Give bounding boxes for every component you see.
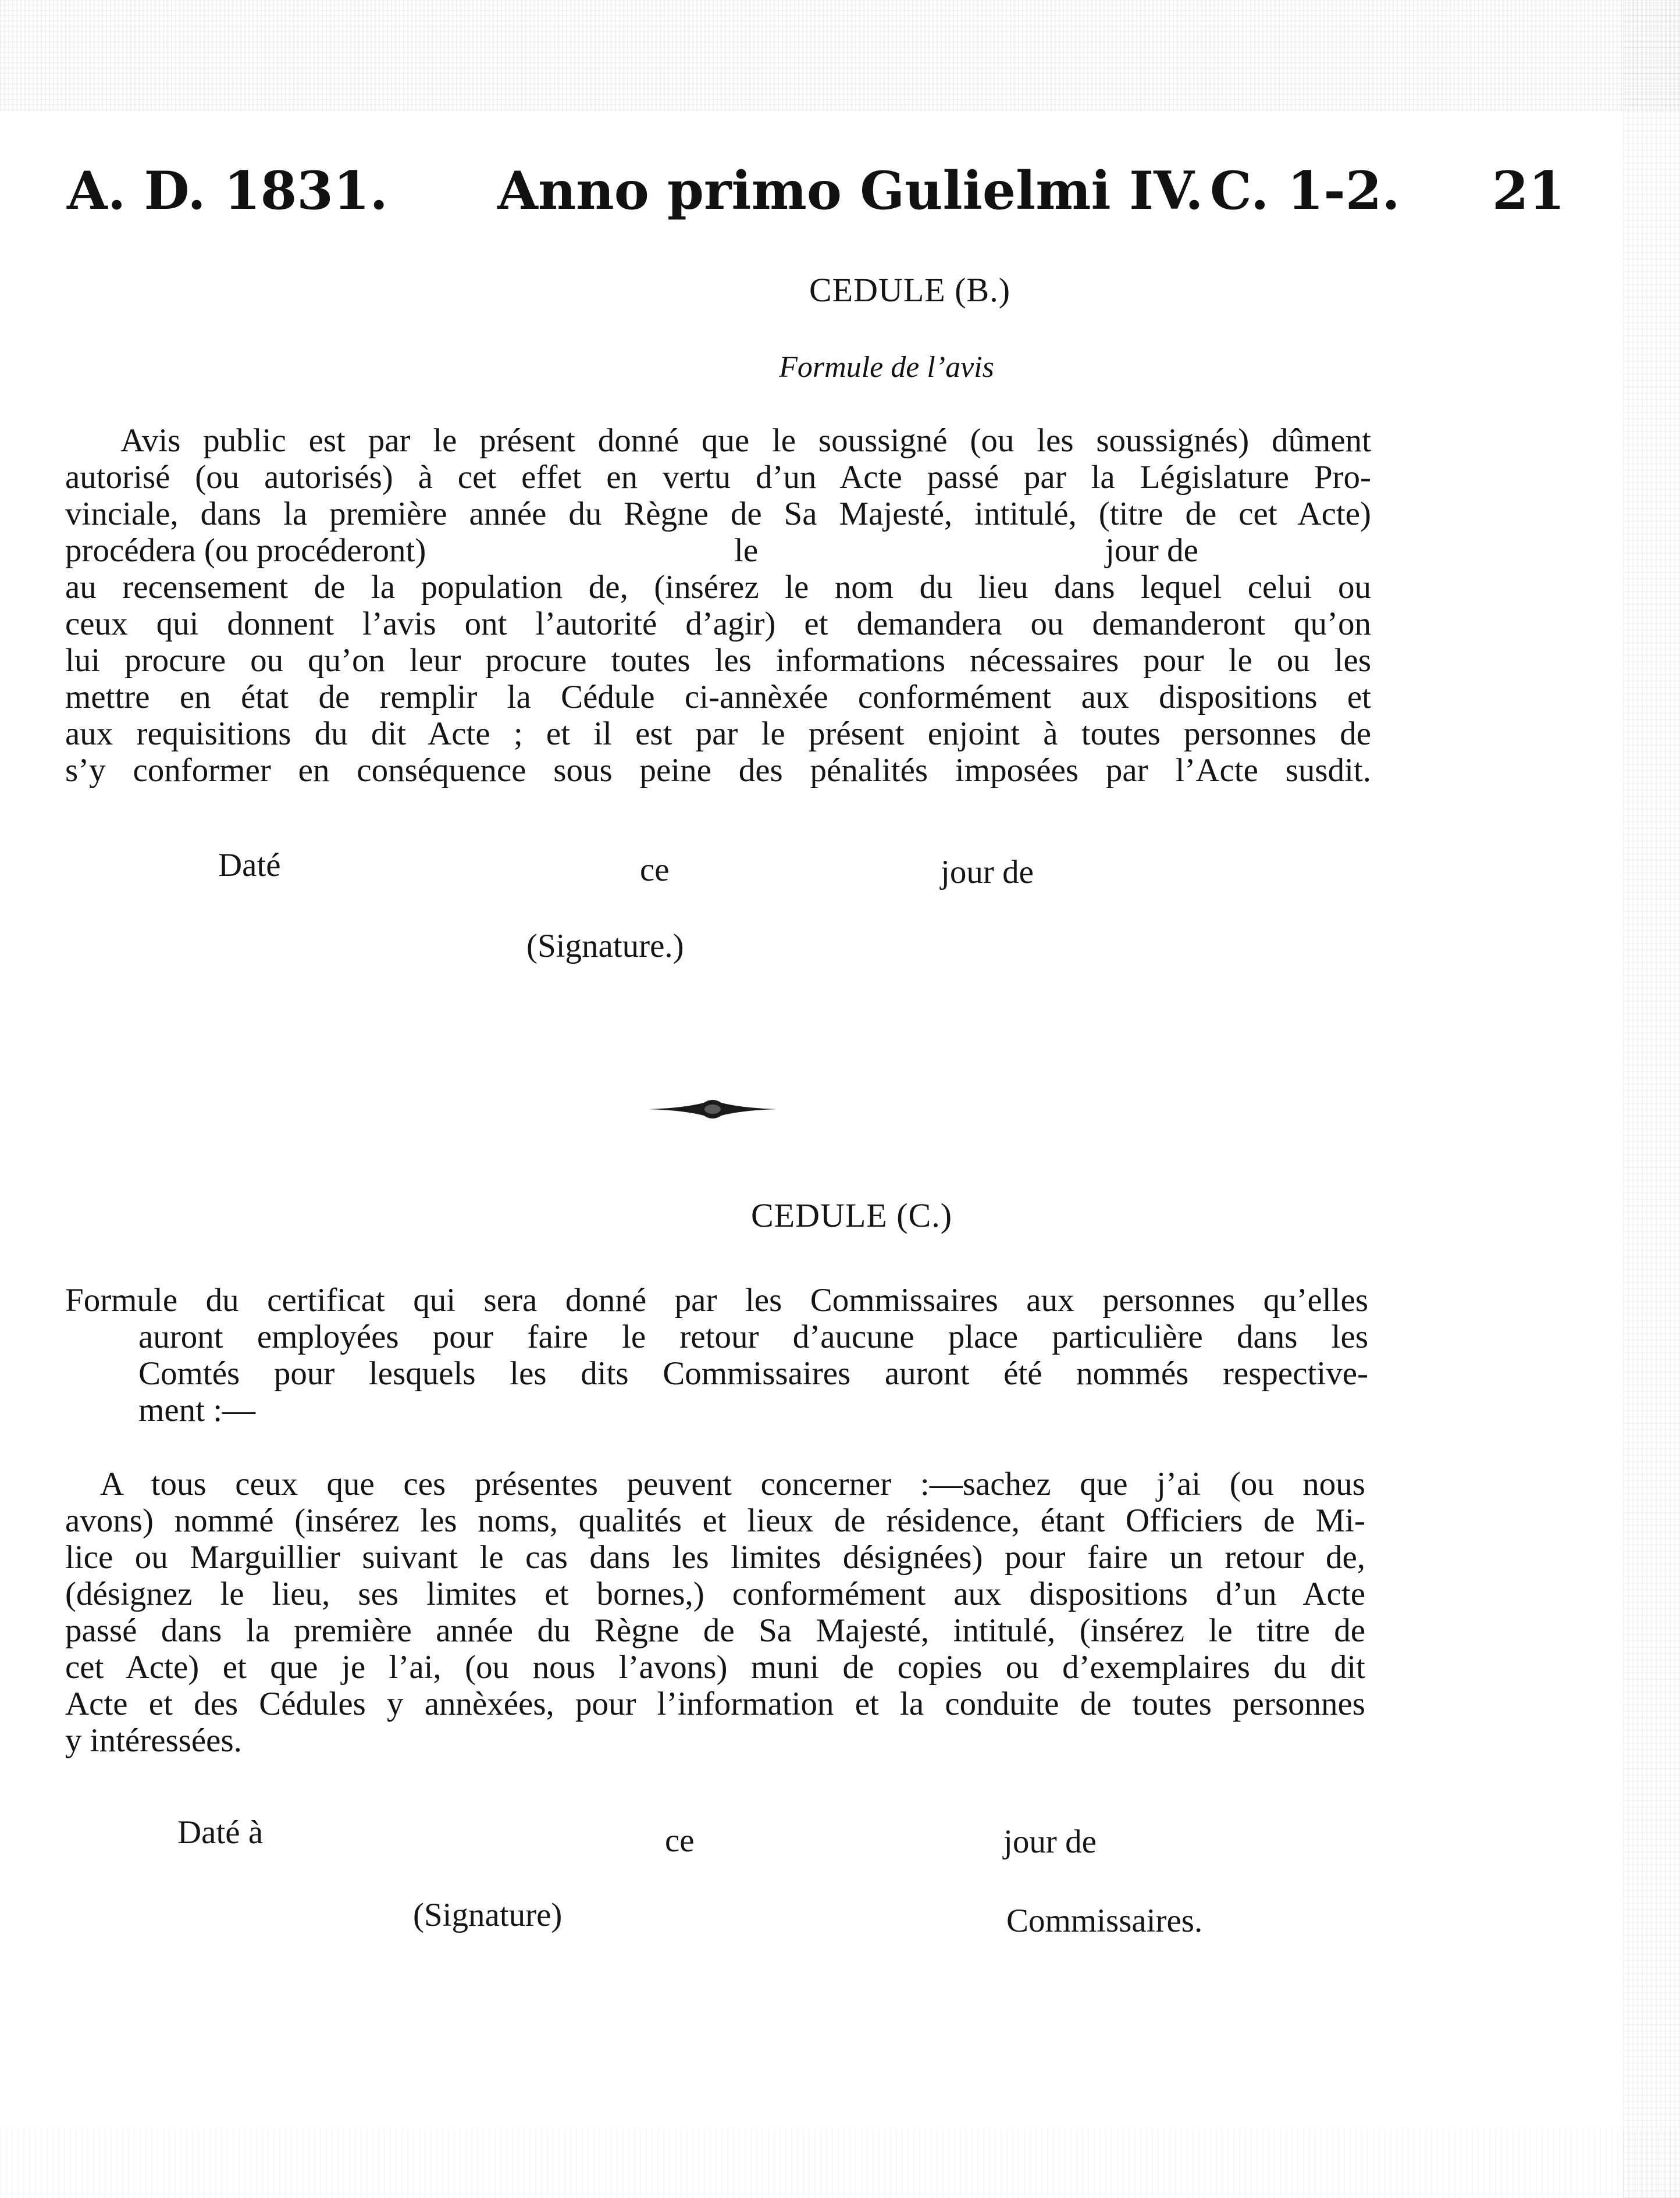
paragraph-line: avons) nommé (insérez les noms, qualités et lieux de résidence, étant Officiers de Mi-	[65, 1502, 1365, 1539]
paragraph-line-blanks	[65, 532, 1371, 569]
paragraph-line: y intéressées.	[65, 1722, 242, 1759]
ornamental-rule-icon	[649, 1089, 777, 1130]
schedule-b-date-label: Daté	[218, 847, 281, 884]
schedule-c-paragraph	[65, 1466, 1365, 1759]
paragraph-line: cet Acte) et que je l’ai, (ou nous l’avons) muni de copies ou d’exemplaires du dit	[65, 1649, 1365, 1686]
scan-noise-bottom	[0, 2129, 1680, 2198]
formula-line: Formule du certificat qui sera donné par les Commissaires aux personnes qu’elles	[65, 1282, 1368, 1319]
formula-line: auront employées pour faire le retour d’aucune place particulière dans les	[138, 1319, 1368, 1355]
schedule-c-ce-label: ce	[665, 1822, 695, 1859]
header-year: A. D. 1831.	[67, 160, 388, 222]
paragraph-line: (désignez le lieu, ses limites et bornes,) conformément aux dispositions d’un Acte	[65, 1576, 1365, 1612]
schedule-c-date-label: Daté à	[177, 1814, 264, 1851]
schedule-b-formula-title: Formule de l’avis	[779, 351, 994, 384]
paragraph-line: Avis public est par le présent donné que le soussigné (ou les soussignés) dûment	[120, 422, 1371, 459]
paragraph-line: vinciale, dans la première année du Règne de Sa Majesté, intitulé, (titre de cet Acte)	[65, 496, 1371, 532]
paragraph-line: Acte et des Cédules y annèxées, pour l’information et la conduite de toutes personnes	[65, 1686, 1365, 1722]
formula-line: Comtés pour lesquels les dits Commissaires auront été nommés respective-	[138, 1355, 1368, 1392]
formula-line: ment :—	[138, 1392, 256, 1428]
header-chapter: C. 1-2.	[1210, 160, 1400, 222]
paragraph-line: passé dans la première année du Règne de Sa Majesté, intitulé, (insérez le titre de	[65, 1612, 1365, 1649]
schedule-b-signature-label: (Signature.)	[526, 928, 684, 964]
paragraph-line: au recensement de la population de, (insérez le nom du lieu dans lequel celui ou	[65, 569, 1371, 605]
paragraph-line: A tous ceux que ces présentes peuvent concerner :—sachez que j’ai (ou nous	[100, 1466, 1365, 1502]
header-title: Anno primo Gulielmi IV.	[497, 160, 1204, 222]
paragraph-line: s’y conformer en conséquence sous peine des pénalités imposées par l’Acte susdit.	[65, 752, 1371, 789]
blank-jour-label: jour de	[1105, 532, 1198, 569]
schedule-c-title: CEDULE (C.)	[750, 1196, 953, 1234]
schedule-c-commissaires-label: Commissaires.	[1006, 1903, 1203, 1939]
paragraph-line: lui procure ou qu’on leur procure toutes les informations nécessaires pour le ou les	[65, 642, 1371, 679]
paragraph-line: ceux qui donnent l’avis ont l’autorité d’agir) et demandera ou demanderont qu’on	[65, 605, 1371, 642]
schedule-b-title: CEDULE (B.)	[809, 271, 1011, 309]
schedule-b-jour-label: jour de	[941, 854, 1034, 890]
schedule-c-jour-label: jour de	[1003, 1823, 1097, 1860]
blank-le-label: le	[734, 532, 759, 569]
paragraph-line: procédera (ou procéderont)	[65, 532, 426, 569]
paragraph-line: lice ou Marguillier suivant le cas dans les limites désignées) pour faire un retour de,	[65, 1539, 1365, 1576]
page-number: 21	[1492, 160, 1565, 222]
schedule-c-signature-label: (Signature)	[413, 1897, 563, 1933]
scan-noise-right	[1623, 0, 1680, 2198]
schedule-b-paragraph	[65, 422, 1371, 789]
schedule-c-formula	[65, 1282, 1368, 1428]
paragraph-line: autorisé (ou autorisés) à cet effet en vertu d’un Acte passé par la Législature Pro-	[65, 459, 1371, 496]
paragraph-line: aux requisitions du dit Acte ; et il est par le présent enjoint à toutes personnes de	[65, 715, 1371, 752]
paragraph-line: mettre en état de remplir la Cédule ci-annèxée conformément aux dispositions et	[65, 679, 1371, 715]
schedule-b-ce-label: ce	[640, 852, 670, 888]
scan-noise-top	[0, 0, 1680, 111]
